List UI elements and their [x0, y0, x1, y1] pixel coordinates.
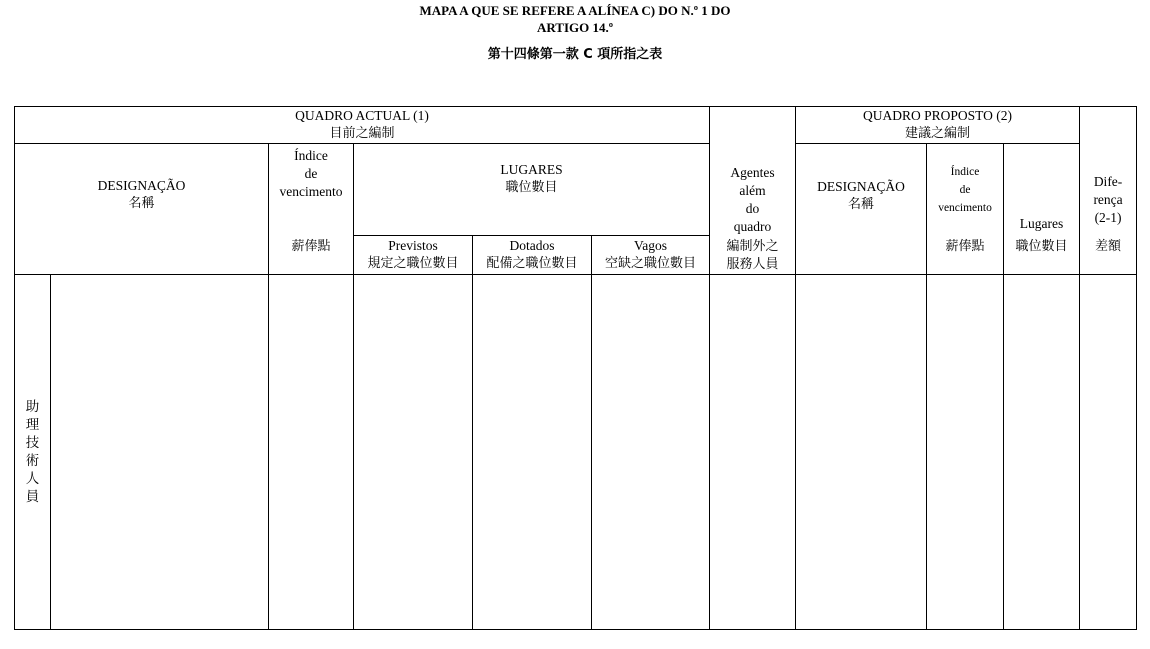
document-title	[0, 2, 1150, 36]
previstos-cell[interactable]	[354, 274, 473, 630]
quadro-proposto-header: QUADRO PROPOSTO (2) 建議之編制	[796, 107, 1080, 144]
previstos-header: Previstos 規定之職位數目	[354, 236, 473, 275]
personnel-map-table	[14, 106, 1137, 630]
proposto-designacao-cell[interactable]	[796, 274, 927, 630]
proposto-indice-zh: 薪俸點	[927, 236, 1004, 275]
actual-indice-zh: 薪俸點	[269, 236, 354, 275]
proposto-lugares-zh: 職位數目	[1004, 236, 1080, 275]
actual-designacao-cell[interactable]	[51, 274, 269, 630]
proposto-indice-cell[interactable]	[927, 274, 1004, 630]
diferenca-zh: 差額	[1080, 236, 1137, 275]
proposto-lugares-header: Lugares	[1004, 144, 1080, 236]
agentes-cell[interactable]	[710, 274, 796, 630]
title-line-1: MAPA A QUE SE REFERE A ALÍNEA C) DO N.º 1 DO	[419, 3, 731, 18]
actual-indice-cell[interactable]	[269, 274, 354, 630]
dotados-header: Dotados 配備之職位數目	[473, 236, 592, 275]
diferenca-header: Dife- rença (2-1)	[1080, 107, 1137, 236]
title-line-2: ARTIGO 14.º	[536, 20, 614, 35]
agentes-zh: 編制外之 服務人員	[710, 236, 796, 275]
vagos-cell[interactable]	[592, 274, 710, 630]
vagos-header: Vagos 空缺之職位數目	[592, 236, 710, 275]
proposto-lugares-cell[interactable]	[1004, 274, 1080, 630]
proposto-indice-header: Índice de vencimento	[927, 144, 1004, 236]
diferenca-cell[interactable]	[1080, 274, 1137, 630]
quadro-actual-header: QUADRO ACTUAL (1) 目前之編制	[15, 107, 710, 144]
actual-indice-header: Índice de vencimento	[269, 144, 354, 236]
dotados-cell[interactable]	[473, 274, 592, 630]
document-title-zh: 第十四條第一款 C 項所指之表	[487, 47, 663, 62]
actual-designacao-header: DESIGNAÇÃO 名稱	[15, 144, 269, 275]
lugares-header: LUGARES 職位數目	[354, 144, 710, 236]
category-label-vertical: 助 理 技 術 人 員	[15, 274, 51, 630]
proposto-designacao-header: DESIGNAÇÃO 名稱	[796, 144, 927, 275]
agentes-header: Agentes além do quadro	[710, 107, 796, 236]
